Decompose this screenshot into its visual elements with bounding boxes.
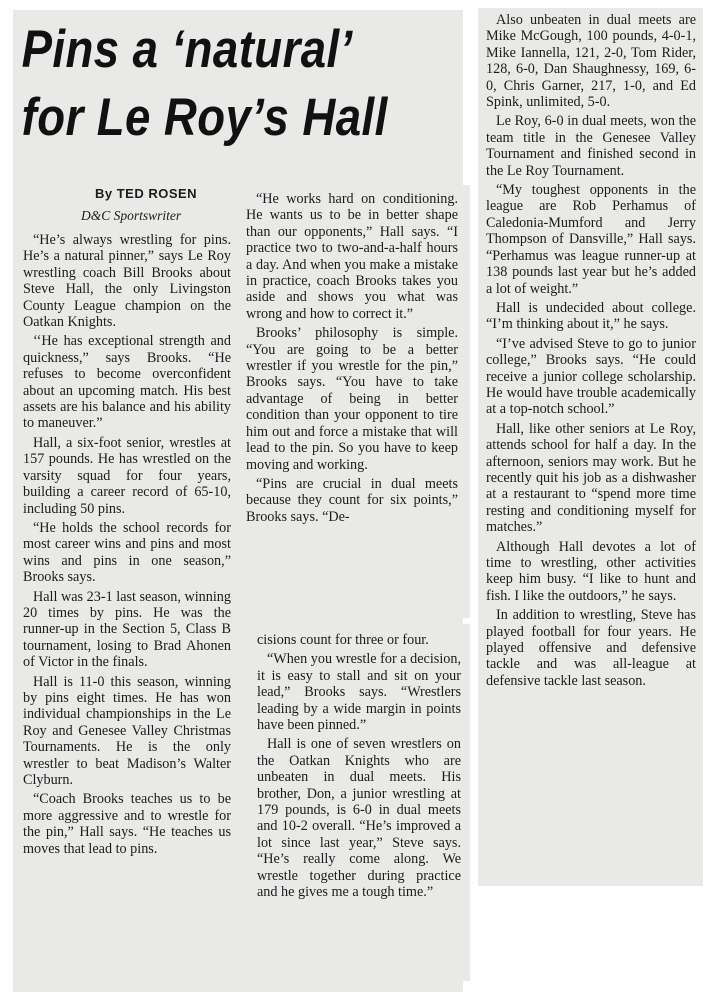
paragraph: “He’s always wrestling for pins. He’s a natural pinner,” says Le Roy wrestling coach Bill Brooks about Steve Hall, the only Livingston County League champion on the Oatkan Knights. [23, 232, 231, 331]
paragraph: Hall, like other seniors at Le Roy, attends school for half a day. In the afternoon, seniors may work. But he recently quit his job as a dishwasher at a restaurant to “spend more time resting and conditioning myself for matches.” [486, 420, 696, 536]
paragraph: Also unbeaten in dual meets are Mike McGough, 100 pounds, 4-0-1, Mike Iannella, 121, 2-0, Tom Rider, 128, 6-0, Dan Shaughnessy, 169, 6-0, Chris Garner, 217, 1-0, and Ed Spink, unlimited, 5-0. [486, 12, 696, 111]
paragraph: Although Hall devotes a lot of time to wrestling, other activities keep him busy. “I like to hunt and fish. I like the outdoors,” he says. [486, 538, 696, 604]
paragraph: “Coach Brooks teaches us to be more aggressive and to wrestle for the pin,” Hall says. “He teaches us moves that lead to pins. [23, 791, 231, 857]
headline [13, 10, 400, 152]
middle-top-column [246, 191, 458, 528]
clipping-middle-bottom-panel [249, 624, 470, 981]
clipping-right-panel [478, 8, 703, 886]
paragraph: “I’ve advised Steve to go to junior college,” Brooks says. “He could receive a junior college scholarship. He would have trouble academically at a top-notch school.” [486, 335, 696, 418]
paragraph: Hall is one of seven wrestlers on the Oatkan Knights who are unbeaten in dual meets. His brother, Don, a junior wrestling at 179 pounds, is 6-0 in dual meets and 10-2 overall. “He’s improved a lot since last year,” Steve says. “He’s really come along. We wrestle together during practice and he gives me a tough time.” [257, 736, 461, 901]
paragraph: In addition to wrestling, Steve has played football for four years. He played offensive and defensive tackle and was all-league at defensive tackle last season. [486, 607, 696, 689]
byline-role: D&C Sportswriter [81, 208, 182, 223]
byline: By TED ROSEN [95, 186, 198, 201]
paragraph: cisions count for three or four. [257, 632, 429, 648]
paragraph: Hall is undecided about college. “I’m thinking about it,” he says. [486, 299, 696, 333]
headline-line-2: for Le Roy’s Hall [21, 88, 388, 147]
paragraph: “Pins are crucial in dual meets because they count for six points,” Brooks says. “De- [246, 475, 458, 525]
paragraph: “When you wrestle for a decision, it is easy to stall and sit on your lead,” Brooks says. “Wrestlers leading by a wide margin in points have been pinned.” [257, 651, 461, 734]
paragraph: Hall was 23-1 last season, winning 20 times by pins. He was the runner-up in the Section 5, Class B tournament, losing to Brad Ahonen of Victor in the finals. [23, 588, 231, 671]
paragraph: Hall, a six-foot senior, wrestles at 157 pounds. He has wrestled on the varsity squad for four years, building a career record of 65-10, including 50 pins. [23, 434, 231, 517]
paragraph: Hall is 11-0 this season, winning by pins eight times. He has won individual championships in the Le Roy and Genesee Valley Christmas Tournaments. He is the only wrestler to beat Madison’s Walter Clyburn. [23, 673, 231, 788]
clipping-middle-top-panel [238, 185, 470, 618]
paragraph: “He works hard on conditioning. He wants us to be in better shape than our opponents,” Hall says. “I practice two to two-and-a-half hours a day. And when you make a mistake in practice, coach Brooks takes you aside and shows you what was wrong and how to correct it.” [246, 191, 458, 322]
paragraph: “My toughest opponents in the league are Rob Perhamus of Caledonia-Mumford and Jerry Thompson of Dansville,” Hall says. “Perhamus was league runner-up at 138 pounds last year but he’s added a lot of weight.” [486, 182, 696, 297]
paragraph: Le Roy, 6-0 in dual meets, won the team title in the Genesee Valley Tournament and finished second in the Le Roy Tournament. [486, 113, 696, 179]
paragraph: ‘‘He has exceptional strength and quickness,” says Brooks. “He refuses to become overconfident about an upcoming match. His best assets are his balance and his ability to maneuver.” [23, 333, 231, 432]
left-column [23, 232, 231, 860]
paragraph: “He holds the school records for most career wins and pins and most wins and pins in one season,” Brooks says. [23, 519, 231, 586]
right-column [486, 12, 696, 692]
paragraph: Brooks’ philosophy is simple. “You are going to be a better wrestler if you wrestle for the pin,” Brooks says. “You have to take advantage of being in better condition than your opponent to tire him out and force a mistake that will lead to the pin. So you have to keep moving and working. [246, 325, 458, 473]
headline-line-1: Pins a ‘natural’ [21, 20, 353, 79]
middle-bottom-column [257, 632, 461, 904]
